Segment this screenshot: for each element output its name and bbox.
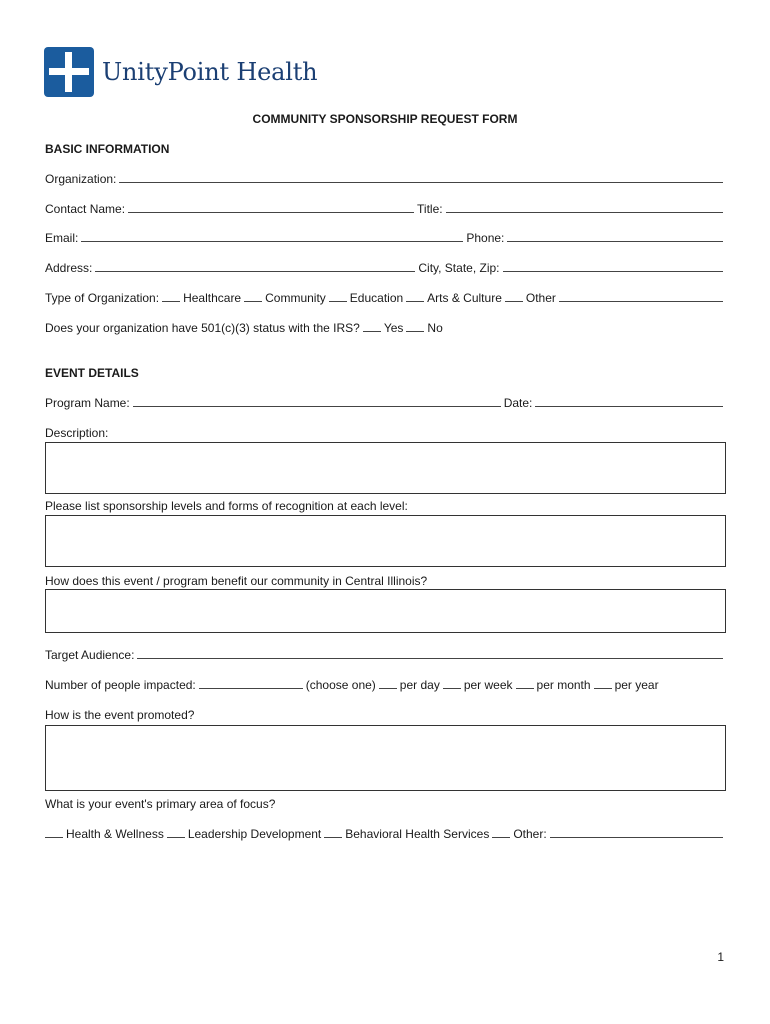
other-option: Other [525,291,556,305]
people-impacted-row [45,678,726,692]
organization-field[interactable] [119,172,723,183]
per-year-checkbox[interactable] [594,678,612,689]
benefit-box[interactable] [45,589,726,633]
contact-name-field[interactable] [128,202,414,213]
per-month-checkbox[interactable] [516,678,534,689]
organization-label: Organization: [45,172,117,186]
no-option: No [427,321,443,335]
org-type-label: Type of Organization: [45,291,160,305]
leadership-option: Leadership Development [187,827,322,841]
promoted-label: How is the event promoted? [45,708,195,722]
community-option: Community [265,291,326,305]
city-state-zip-label: City, State, Zip: [418,261,500,275]
unitypoint-logo [44,46,317,98]
focus-options-row [45,827,726,841]
contact-row [45,202,726,216]
logo-text: UnityPoint Health [102,58,318,86]
description-box[interactable] [45,442,726,494]
target-audience-row [45,648,726,662]
other-checkbox[interactable] [505,291,523,302]
organization-row [45,172,726,186]
status-question: Does your organization have 501(c)(3) status with the IRS? [45,321,360,335]
org-type-row [45,291,726,305]
address-label: Address: [45,261,93,275]
benefit-label: How does this event / program benefit our community in Central Illinois? [45,574,428,588]
form-title: COMMUNITY SPONSORSHIP REQUEST FORM [252,112,518,126]
people-impacted-field[interactable] [199,678,303,689]
behavioral-health-option: Behavioral Health Services [345,827,490,841]
other-org-type-field[interactable] [559,291,723,302]
per-day-checkbox[interactable] [379,678,397,689]
description-label: Description: [45,426,109,440]
focus-other-checkbox[interactable] [492,827,510,838]
promoted-row [45,708,726,722]
healthcare-checkbox[interactable] [162,291,180,302]
sponsorship-levels-box[interactable] [45,515,726,567]
promoted-box[interactable] [45,725,726,791]
date-label: Date: [503,396,533,410]
yes-option: Yes [383,321,404,335]
arts-culture-checkbox[interactable] [406,291,424,302]
phone-label: Phone: [466,231,505,245]
leadership-checkbox[interactable] [167,827,185,838]
focus-question-label: What is your event's primary area of focus? [45,797,276,811]
people-impacted-label: Number of people impacted: [45,678,196,692]
program-name-label: Program Name: [45,396,130,410]
education-checkbox[interactable] [329,291,347,302]
health-wellness-checkbox[interactable] [45,827,63,838]
cross-logo-icon [44,47,94,97]
status-row [45,321,726,335]
description-row [45,426,726,440]
health-wellness-option: Health & Wellness [66,827,164,841]
program-row [45,396,726,410]
target-audience-field[interactable] [137,648,723,659]
basic-info-heading: BASIC INFORMATION [45,142,170,156]
focus-other-field[interactable] [550,827,723,838]
program-name-field[interactable] [133,396,501,407]
benefit-row [45,574,726,588]
date-field[interactable] [535,396,723,407]
email-label: Email: [45,231,79,245]
sponsorship-levels-label: Please list sponsorship levels and forms of recognition at each level: [45,499,408,513]
per-week-option: per week [463,678,513,692]
email-field[interactable] [81,231,463,242]
title-label: Title: [417,202,443,216]
community-checkbox[interactable] [244,291,262,302]
yes-checkbox[interactable] [363,321,381,332]
per-year-option: per year [614,678,659,692]
healthcare-option: Healthcare [183,291,242,305]
phone-field[interactable] [507,231,723,242]
title-field[interactable] [446,202,723,213]
choose-one-label: (choose one) [305,678,376,692]
sponsorship-row [45,499,726,513]
address-row [45,261,726,275]
education-option: Education [349,291,404,305]
arts-culture-option: Arts & Culture [427,291,502,305]
contact-name-label: Contact Name: [45,202,126,216]
focus-other-option: Other: [513,827,547,841]
behavioral-health-checkbox[interactable] [324,827,342,838]
per-week-checkbox[interactable] [443,678,461,689]
focus-question-row [45,797,726,811]
no-checkbox[interactable] [406,321,424,332]
address-field[interactable] [95,261,415,272]
target-audience-label: Target Audience: [45,648,135,662]
email-row [45,231,726,245]
city-state-zip-field[interactable] [503,261,724,272]
page-number: 1 [717,950,724,964]
per-month-option: per month [536,678,591,692]
per-day-option: per day [399,678,440,692]
event-details-heading: EVENT DETAILS [45,366,139,380]
